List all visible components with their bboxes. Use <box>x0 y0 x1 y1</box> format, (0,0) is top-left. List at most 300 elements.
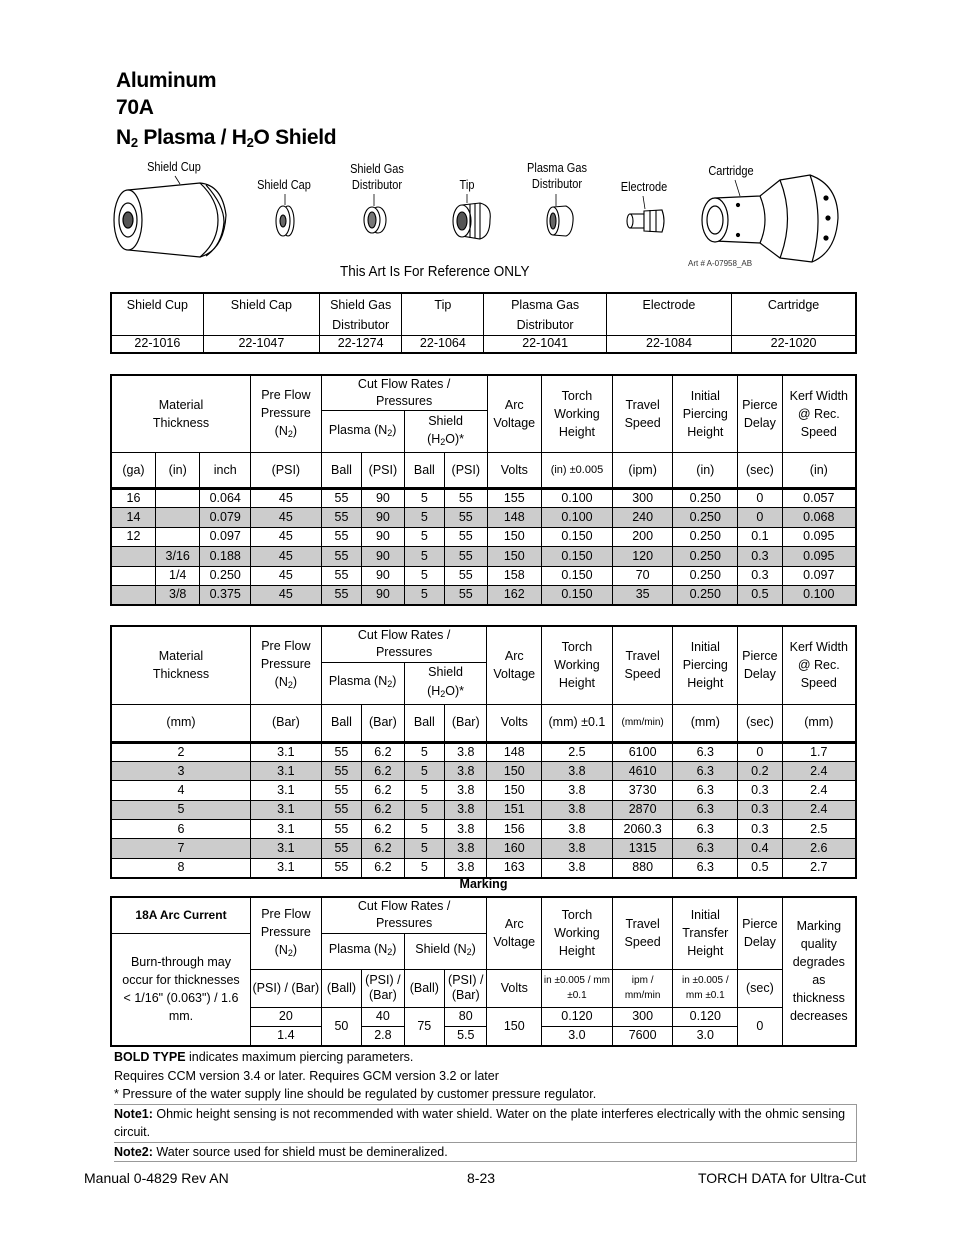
met-data-row <box>111 820 856 839</box>
met-hdr-initial-pierce-text: Initial Piercing Height <box>682 640 728 691</box>
imp-data-cell <box>111 547 155 566</box>
title-gas-sub2: 2 <box>246 135 254 150</box>
note-ccm: Requires CCM version 3.4 or later. Requires GCM version 3.2 or later <box>114 1068 499 1083</box>
imp-data-cell: 300 <box>612 489 673 508</box>
imp-hdr-preflow-text: Pre Flow Pressure <box>260 387 311 420</box>
mark-burn-through <box>111 933 250 1046</box>
note-2-text: Water source used for shield must be demineralized. <box>152 1144 448 1159</box>
met-data-cell: 148 <box>487 742 542 761</box>
parts-header-shield-gas-distributor: Shield Gas Distributor <box>320 293 402 336</box>
mark-unit-cell: in ±0.005 / mm ±0.1 <box>673 969 738 1007</box>
met-data-cell: 3.8 <box>445 800 487 819</box>
mark-hdr-plasma-text: Plasma (N <box>328 942 388 956</box>
met-data-cell: 5 <box>404 858 444 877</box>
met-hdr-h2o-text: (H <box>427 683 441 698</box>
met-data-cell: 6.2 <box>362 820 404 839</box>
imp-data-cell: 0.068 <box>782 508 856 527</box>
imp-data-cell: 35 <box>612 585 673 604</box>
imp-unit-cell: (in) ±0.005 <box>542 453 613 489</box>
imp-data-cell: 0.375 <box>200 585 251 604</box>
imp-data-cell: 55 <box>445 547 487 566</box>
mark-arc-volts: 150 <box>487 1007 542 1046</box>
met-unit-cell: (Bar) <box>250 704 321 742</box>
imp-data-cell: 5 <box>404 566 444 585</box>
met-hdr-preflow: Pre Flow Pressure $(N_2)$ <box>250 626 321 704</box>
imp-unit-cell: (PSI) <box>251 453 322 489</box>
mark-preflow-bar: 1.4 <box>250 1026 321 1045</box>
met-hdr-h2o-end: O)* <box>445 683 465 698</box>
part-number-cartridge: 22-1020 <box>732 336 856 353</box>
imp-data-cell: 90 <box>362 547 404 566</box>
note-1-label: Note1: <box>114 1106 153 1121</box>
met-data-cell: 5 <box>404 781 444 800</box>
imp-hdr-plasma: Plasma $(N_2)$ <box>321 411 404 453</box>
met-data-cell: 6.2 <box>362 858 404 877</box>
met-data-cell: 6.3 <box>673 858 738 877</box>
imp-data-cell: 0.3 <box>738 566 782 585</box>
imp-hdr-pierce-delay <box>738 375 782 453</box>
part-label-shield-gas-distributor-text: Shield Gas Distributor <box>350 162 404 192</box>
met-data-cell: 0.3 <box>738 781 782 800</box>
imp-data-cell: 90 <box>362 585 404 604</box>
met-data-cell: 3.8 <box>542 839 613 858</box>
met-units-row <box>111 704 856 742</box>
imp-data-cell: 16 <box>111 489 155 508</box>
mark-arc-current-text: 18A Arc Current <box>135 907 227 922</box>
imp-data-cell: 0.1 <box>738 527 782 546</box>
imp-data-row <box>111 508 856 527</box>
imp-hdr-pierce-delay-text: Pierce Delay <box>742 398 778 430</box>
met-data-cell: 151 <box>487 800 542 819</box>
imp-data-row <box>111 527 856 546</box>
note-1 <box>114 1104 857 1142</box>
met-unit-cell: (mm) <box>111 704 250 742</box>
imp-unit-cell: (ga) <box>111 453 155 489</box>
met-data-cell: 2.4 <box>782 781 856 800</box>
met-data-cell: 3.1 <box>250 839 321 858</box>
imp-hdr-preflow-n2: (N <box>274 423 288 438</box>
met-data-cell: 5 <box>404 742 444 761</box>
met-data-cell: 2 <box>111 742 250 761</box>
met-data-cell: 5 <box>111 800 250 819</box>
met-hdr-shield-text: Shield <box>428 665 463 680</box>
imp-data-cell: 0.150 <box>542 566 613 585</box>
imp-data-cell: 5 <box>404 547 444 566</box>
part-number-shield-cap: 22-1047 <box>203 336 319 353</box>
shield-gas-distributor-drawing <box>364 207 386 233</box>
marking-section-label: Marking <box>459 877 508 891</box>
note-bold-type-label: BOLD TYPE <box>114 1050 186 1064</box>
part-label-tip: Tip <box>459 178 475 192</box>
imp-hdr-h2o-end: O)* <box>445 432 465 447</box>
imp-data-cell: 45 <box>251 527 322 546</box>
imp-data-cell: 12 <box>111 527 155 546</box>
met-data-cell: 4 <box>111 781 250 800</box>
met-data-cell: 3.1 <box>250 820 321 839</box>
met-data-cell: 1.7 <box>782 742 856 761</box>
imp-data-cell: 0.5 <box>738 585 782 604</box>
mark-shield-ball: 75 <box>404 1007 444 1046</box>
imp-hdr-shield-text: Shield <box>428 413 463 428</box>
part-label-electrode: Electrode <box>620 180 668 194</box>
imp-data-cell: 0.095 <box>782 527 856 546</box>
met-data-cell: 4610 <box>612 761 673 780</box>
imp-hdr-h2o-text: (H <box>427 432 441 447</box>
met-data-cell: 3.8 <box>542 858 613 877</box>
imp-data-cell: 120 <box>612 547 673 566</box>
met-data-cell: 3730 <box>612 781 673 800</box>
footer-section: TORCH DATA for Ultra-Cut <box>697 1170 866 1186</box>
imp-data-cell: 0.250 <box>673 547 738 566</box>
met-hdr-arc-voltage <box>487 626 542 704</box>
imp-unit-cell: Ball <box>404 453 444 489</box>
parts-header-plasma-gas-distributor: Plasma Gas Distributor <box>484 293 606 336</box>
mark-shield-bar: 5.5 <box>445 1026 487 1045</box>
met-hdr-preflow-n2-sub: 2 <box>287 679 293 690</box>
met-data-cell: 3.8 <box>445 820 487 839</box>
met-unit-cell: Volts <box>487 704 542 742</box>
imp-data-cell: 0.064 <box>200 489 251 508</box>
mark-unit-cell: (Ball) <box>321 969 361 1007</box>
imp-data-cell: 240 <box>612 508 673 527</box>
met-hdr-arc-voltage-text: Arc Voltage <box>493 649 536 682</box>
mark-torch-height-mm: 3.0 <box>542 1026 613 1045</box>
met-hdr-preflow-n2: (N <box>274 674 288 689</box>
title-gas-part3: O Shield <box>253 126 337 149</box>
met-hdr-h2o <box>404 682 487 704</box>
met-data-cell: 2.6 <box>782 839 856 858</box>
met-data-cell: 3.8 <box>445 858 487 877</box>
mark-hdr-preflow-n2: (N <box>274 942 288 957</box>
imp-data-cell: 0.250 <box>200 566 251 585</box>
met-hdr-shield <box>404 662 487 682</box>
mark-plasma-psi: 40 <box>362 1007 404 1026</box>
imp-data-cell: 45 <box>251 547 322 566</box>
imp-hdr-h2o <box>404 431 487 453</box>
imp-data-cell: 70 <box>612 566 673 585</box>
imp-data-cell: 0.100 <box>542 508 613 527</box>
imp-hdr-preflow-n2-sub: 2 <box>287 428 293 439</box>
met-data-cell: 6.2 <box>362 781 404 800</box>
met-data-cell: 55 <box>321 742 361 761</box>
met-data-cell: 3 <box>111 761 250 780</box>
met-data-row <box>111 839 856 858</box>
met-data-cell: 2060.3 <box>612 820 673 839</box>
met-data-cell: 6.3 <box>673 820 738 839</box>
mark-unit-cell: (Ball) <box>404 969 444 1007</box>
met-data-row <box>111 858 856 877</box>
imp-unit-cell: (PSI) <box>445 453 487 489</box>
note-2-label: Note2: <box>114 1144 153 1159</box>
mark-hdr-plasma: Plasma $(N_2)$ <box>321 933 404 969</box>
imp-data-cell: 5 <box>404 527 444 546</box>
met-data-cell: 3.8 <box>542 761 613 780</box>
title-gas-sub1: 2 <box>130 135 138 150</box>
mark-hdr-preflow-text: Pre Flow Pressure <box>260 906 311 939</box>
mark-unit-cell: (PSI) / (Bar) <box>362 969 404 1007</box>
tip-drawing <box>453 203 490 239</box>
mark-transfer-in: 0.120 <box>673 1007 738 1026</box>
mark-speed-ipm: 300 <box>612 1007 673 1026</box>
imp-data-cell: 90 <box>362 508 404 527</box>
met-data-cell: 3.8 <box>445 839 487 858</box>
mark-hdr-arc-voltage-text: Arc Voltage <box>493 917 536 950</box>
mark-unit-cell: in ±0.005 / mm ±0.1 <box>542 969 613 1007</box>
imp-data-cell: 0.150 <box>542 585 613 604</box>
parts-table <box>110 292 857 354</box>
mark-shield-psi: 80 <box>445 1007 487 1026</box>
imp-data-cell: 5 <box>404 508 444 527</box>
imp-data-cell: 0.150 <box>542 527 613 546</box>
imp-unit-cell: Volts <box>487 453 542 489</box>
mark-hdr-initial-transfer <box>673 897 738 969</box>
footer-manual: Manual 0-4829 Rev AN <box>84 1170 229 1186</box>
imp-data-cell: 0.250 <box>673 527 738 546</box>
imp-data-cell: 0.188 <box>200 547 251 566</box>
imp-data-cell: 162 <box>487 585 542 604</box>
met-data-cell: 6100 <box>612 742 673 761</box>
met-data-cell: 5 <box>404 800 444 819</box>
imp-hdr-travel-speed <box>612 375 673 453</box>
met-hdr-torch-height-text: Torch Working Height <box>554 640 600 691</box>
imp-data-cell: 45 <box>251 566 322 585</box>
met-data-cell: 6.3 <box>673 742 738 761</box>
mark-hdr-shield-n2-sub: 2 <box>466 947 472 957</box>
imp-data-cell: 0.250 <box>673 489 738 508</box>
imp-data-cell: 0 <box>738 489 782 508</box>
part-number-shield-gas-distributor: 22-1274 <box>320 336 402 353</box>
imp-hdr-material-thickness <box>111 375 251 453</box>
met-unit-cell: (mm/min) <box>612 704 673 742</box>
imp-hdr-arc-voltage <box>487 375 542 453</box>
met-data-cell: 55 <box>321 858 361 877</box>
imp-hdr-h2o-sub: 2 <box>440 437 446 448</box>
imp-data-cell: 0.057 <box>782 489 856 508</box>
mark-hdr-shield-n2: Shield $(N_2)$ <box>404 933 487 969</box>
imp-data-cell <box>155 527 199 546</box>
imp-data-cell: 0.250 <box>673 566 738 585</box>
met-data-cell: 160 <box>487 839 542 858</box>
imp-hdr-travel-speed-text: Travel Speed <box>624 398 661 430</box>
cartridge-drawing <box>702 175 838 262</box>
met-data-cell: 150 <box>487 761 542 780</box>
mark-arc-current <box>111 897 250 933</box>
imp-data-row <box>111 585 856 604</box>
met-hdr-torch-height <box>542 626 613 704</box>
imp-data-cell: 5 <box>404 585 444 604</box>
mark-quality-note <box>782 897 856 1046</box>
met-data-cell: 2.4 <box>782 761 856 780</box>
mark-unit-cell: (PSI) / (Bar) <box>250 969 321 1007</box>
mark-hdr-preflow: Pre Flow Pressure $(N_2)$ <box>250 897 321 969</box>
mark-speed-mm: 7600 <box>612 1026 673 1045</box>
imp-data-cell: 55 <box>321 489 361 508</box>
imp-unit-cell: (in) <box>782 453 856 489</box>
mark-burn-through-text: Burn-through may occur for thicknesses < 1/16" (0.063") / 1.6 mm. <box>122 955 240 1024</box>
imp-data-cell: 45 <box>251 585 322 604</box>
note-bold-type <box>114 1048 857 1067</box>
imp-data-cell: 150 <box>487 527 542 546</box>
imp-data-cell: 1/4 <box>155 566 199 585</box>
met-data-row <box>111 800 856 819</box>
imp-data-cell: 0.100 <box>542 489 613 508</box>
imp-hdr-plasma-text: Plasma (N <box>328 422 388 437</box>
note-bold-type-text: indicates maximum piercing parameters. <box>185 1050 414 1064</box>
imp-hdr-plasma-sub: 2 <box>387 427 393 438</box>
mark-transfer-mm: 3.0 <box>673 1026 738 1045</box>
mark-hdr-pierce-delay-text: Pierce Delay <box>742 917 778 950</box>
part-number-tip: 22-1064 <box>402 336 484 353</box>
met-data-cell: 3.1 <box>250 781 321 800</box>
imp-unit-cell: (in) <box>155 453 199 489</box>
imp-data-cell: 0.3 <box>738 547 782 566</box>
imp-unit-cell: (ipm) <box>612 453 673 489</box>
met-data-cell: 3.8 <box>445 742 487 761</box>
met-data-cell: 55 <box>321 800 361 819</box>
part-label-shield-gas-distributor <box>336 161 419 193</box>
imp-hdr-shield <box>404 411 487 431</box>
mark-plasma-ball: 50 <box>321 1007 361 1046</box>
imp-data-cell: 3/8 <box>155 585 199 604</box>
imp-data-cell <box>111 566 155 585</box>
marking-chart <box>110 896 857 1047</box>
imp-data-cell: 3/16 <box>155 547 199 566</box>
met-data-cell: 0 <box>738 742 782 761</box>
imp-data-cell: 0.079 <box>200 508 251 527</box>
met-data-cell: 150 <box>487 781 542 800</box>
title-gas-part2: Plasma / H <box>137 126 247 149</box>
imp-unit-cell: (sec) <box>738 453 782 489</box>
imperial-cut-chart <box>110 374 857 606</box>
mark-unit-cell: ipm / mm/min <box>612 969 673 1007</box>
met-hdr-pierce-delay-text: Pierce Delay <box>742 649 778 682</box>
imp-data-cell: 158 <box>487 566 542 585</box>
shield-cap-drawing <box>276 206 294 236</box>
met-data-cell: 55 <box>321 839 361 858</box>
met-data-cell: 3.1 <box>250 742 321 761</box>
shield-cup-drawing <box>114 183 226 257</box>
imp-unit-cell: (in) <box>673 453 738 489</box>
imp-data-cell: 45 <box>251 489 322 508</box>
met-data-cell: 5 <box>404 761 444 780</box>
part-label-shield-cap: Shield Cap <box>257 178 311 192</box>
met-data-cell: 0.4 <box>738 839 782 858</box>
mark-hdr-shield-n2-text: Shield (N <box>415 942 467 956</box>
met-hdr-material-thickness <box>111 626 250 704</box>
part-number-shield-cup: 22-1016 <box>111 336 203 353</box>
imp-data-cell: 150 <box>487 547 542 566</box>
notes-section <box>114 1048 857 1162</box>
met-data-cell: 6.3 <box>673 800 738 819</box>
imp-data-cell: 90 <box>362 489 404 508</box>
met-data-cell: 7 <box>111 839 250 858</box>
imp-data-cell: 0.100 <box>782 585 856 604</box>
imp-data-cell: 0.095 <box>782 547 856 566</box>
met-hdr-preflow-text: Pre Flow Pressure <box>260 638 311 671</box>
met-data-cell: 3.1 <box>250 761 321 780</box>
imp-data-cell: 55 <box>321 566 361 585</box>
imp-data-cell <box>155 489 199 508</box>
imp-hdr-preflow: Pre Flow Pressure $(N_2)$ <box>251 375 322 453</box>
imp-data-row <box>111 489 856 508</box>
part-label-plasma-gas-distributor-text: Plasma Gas Distributor <box>527 161 587 191</box>
met-data-cell: 0.5 <box>738 858 782 877</box>
imp-data-cell: 55 <box>445 508 487 527</box>
met-data-row <box>111 781 856 800</box>
mark-hdr-travel-speed-text: Travel Speed <box>624 917 661 950</box>
met-hdr-plasma: Plasma $(N_2)$ <box>321 662 404 704</box>
mark-hdr-preflow-n2-sub: 2 <box>287 947 293 958</box>
imp-data-cell: 0.097 <box>200 527 251 546</box>
page-title-material: Aluminum <box>116 69 217 92</box>
imp-hdr-arc-voltage-text: Arc Voltage <box>493 398 536 430</box>
imp-data-cell: 0.250 <box>673 508 738 527</box>
torch-parts-illustration <box>0 0 954 290</box>
part-number-electrode: 22-1084 <box>606 336 731 353</box>
mark-hdr-travel-speed <box>612 897 673 969</box>
met-hdr-travel-speed <box>612 626 673 704</box>
met-hdr-cut-flow-text: Cut Flow Rates / Pressures <box>357 628 451 660</box>
met-hdr-plasma-text: Plasma (N <box>328 674 388 688</box>
met-data-cell: 1315 <box>612 839 673 858</box>
met-hdr-plasma-sub: 2 <box>387 679 393 689</box>
mark-hdr-initial-transfer-text: Initial Transfer Height <box>682 908 729 959</box>
met-data-cell: 3.8 <box>542 800 613 819</box>
imp-data-cell: 55 <box>445 489 487 508</box>
mark-hdr-torch-height <box>542 897 613 969</box>
met-unit-cell: Ball <box>321 704 361 742</box>
imp-hdr-initial-pierce-text: Initial Piercing Height <box>682 389 728 439</box>
imp-data-cell: 55 <box>321 585 361 604</box>
met-data-cell: 0.3 <box>738 800 782 819</box>
imp-unit-cell: inch <box>200 453 251 489</box>
imp-hdr-torch-height-text: Torch Working Height <box>554 389 600 439</box>
mark-unit-cell: Volts <box>487 969 542 1007</box>
met-data-cell: 2870 <box>612 800 673 819</box>
art-number: Art # A-07958_AB <box>688 259 753 268</box>
imp-data-cell: 0.250 <box>673 585 738 604</box>
imp-data-cell: 200 <box>612 527 673 546</box>
parts-header-electrode: Electrode <box>606 293 731 336</box>
imp-hdr-cut-flow <box>321 375 487 411</box>
met-data-cell: 55 <box>321 820 361 839</box>
imp-unit-cell: Ball <box>321 453 361 489</box>
imp-hdr-cut-flow-text: Cut Flow Rates / Pressures <box>357 377 451 408</box>
imp-data-cell: 0.097 <box>782 566 856 585</box>
imp-hdr-kerf-text: Kerf Width @ Rec. Speed <box>789 389 848 439</box>
mark-plasma-bar: 2.8 <box>362 1026 404 1045</box>
metric-cut-chart <box>110 625 857 879</box>
parts-header-tip: Tip <box>402 293 484 336</box>
met-hdr-kerf <box>782 626 856 704</box>
met-hdr-pierce-delay <box>738 626 782 704</box>
met-data-cell: 0.2 <box>738 761 782 780</box>
met-data-row <box>111 742 856 761</box>
met-unit-cell: (mm) <box>782 704 856 742</box>
met-data-cell: 6.2 <box>362 839 404 858</box>
note-pressure: * Pressure of the water supply line should be regulated by customer pressure regulator. <box>114 1087 597 1101</box>
met-data-row <box>111 761 856 780</box>
imp-hdr-torch-height <box>542 375 613 453</box>
footer-page-number: 8-23 <box>467 1170 496 1186</box>
parts-header-cartridge: Cartridge <box>732 293 856 336</box>
imp-data-cell: 14 <box>111 508 155 527</box>
imp-data-cell: 148 <box>487 508 542 527</box>
reference-only-note: This Art Is For Reference ONLY <box>340 263 530 280</box>
mark-hdr-pierce-delay <box>738 897 782 969</box>
plasma-gas-distributor-drawing <box>547 206 573 236</box>
imp-data-cell: 90 <box>362 527 404 546</box>
